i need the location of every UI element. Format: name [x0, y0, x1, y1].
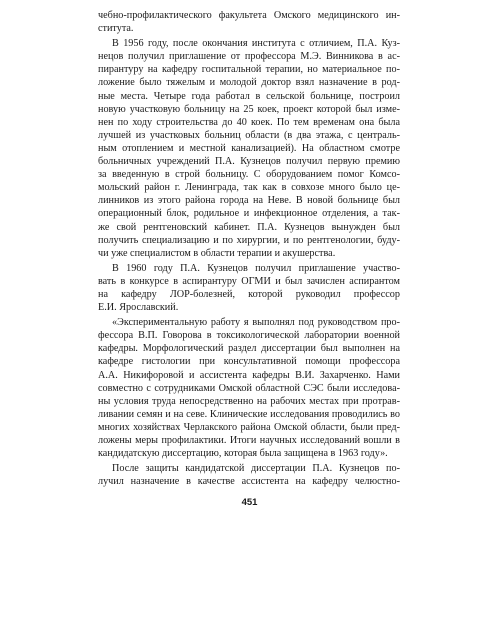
text-line: мольский район г. Ленинграда, так как в совхозе много было це- — [98, 182, 400, 194]
text-line: нен по ходу строительства до 40 коек. По тем временам она была — [98, 116, 400, 128]
text-line: ные места. Четыре года работал в сельской больнице, построил — [98, 90, 400, 102]
text-line: В 1956 году, после окончания института с отличием, П.А. Куз- — [112, 38, 400, 50]
text-line: пирантуру на кафедру госпитальной терапии, но материальное по- — [98, 64, 400, 76]
text-line: новую участковую больницу на 25 коек, проект которой был изме- — [98, 103, 400, 115]
text-line: совместно с сотрудниками Омской областной СЭС были исследова- — [98, 382, 400, 394]
text-line: ложены меры профилактики. Итоги научных исследований вошли в — [98, 435, 400, 446]
text-line: кафедры. Морфологический раздел диссертации был выполнен на — [98, 343, 400, 355]
text-line: получить специализацию и по хирургии, и по рентгенологии, буду- — [98, 234, 400, 246]
text-line: ны условия труда непосредственно на рабочих местах при протрав- — [98, 395, 400, 407]
page-number: 451 — [241, 497, 258, 508]
text-line: кандидатскую диссертацию, которая была защищена в 1963 году». — [98, 448, 388, 460]
text-line: лучил назначение в качестве ассистента на кафедру челюстно- — [98, 476, 400, 488]
text-line: линников из этого района города на Неве. В новой больнице был — [98, 195, 400, 207]
text-line: на кафедру ЛОР-болезней, которой руководил профессор — [98, 288, 400, 300]
text-line: ститута. — [98, 23, 134, 35]
text-line: Е.И. Ярославский. — [98, 302, 179, 314]
text-line: лучшей из участковых больниц области (в два этажа, с централь- — [98, 129, 400, 141]
text-line: ложение было тяжелым и молодой доктор взял назначение в род- — [98, 77, 400, 89]
text-line: чебно-профилактического факультета Омского медицинского ин- — [98, 10, 400, 21]
text-line: нецов получил приглашение от профессора М.Э. Винникова в ас- — [98, 51, 400, 63]
text-line: «Экспериментальную работу я выполнял под руководством про- — [112, 317, 400, 329]
text-line: В 1960 году П.А. Кузнецов получил приглашение участво- — [112, 262, 400, 274]
text-line: ливании семян и на севе. Клинические исследования проводились во — [98, 408, 400, 420]
text-line: за введенную в строй больницу. С оборудованием помог Комсо- — [98, 169, 400, 181]
text-line: многих хозяйствах Черлакского района Омской области, были пред- — [98, 421, 400, 433]
text-line: же свой рентгеновский кабинет. П.А. Кузнецов вынужден был — [98, 221, 400, 233]
text-line: фессора В.П. Говорова в токсикологической лаборатории военной — [98, 330, 400, 342]
text-line: больничных учреждений П.А. Кузнецов получил первую премию — [98, 156, 400, 168]
text-line: После защиты кандидатской диссертации П.А. Кузнецов по- — [112, 463, 400, 475]
text-line: операционный блок, родильное и инфекционное отделения, а так- — [98, 208, 400, 220]
body-text — [98, 9, 400, 488]
text-line: кафедре гистологии при консультативной помощи профессора — [98, 356, 400, 368]
text-line: вать в конкурсе в аспирантуру ОГМИ и был зачислен аспирантом — [98, 275, 400, 287]
text-line: А.А. Никифоровой и ассистента кафедры В.И. Захарченко. Нами — [98, 369, 400, 381]
text-line: чи уже специалистом в области терапии и акушерства. — [98, 247, 336, 259]
text-line: ным отоплением и местной канализацией). На областном смотре — [98, 142, 400, 154]
